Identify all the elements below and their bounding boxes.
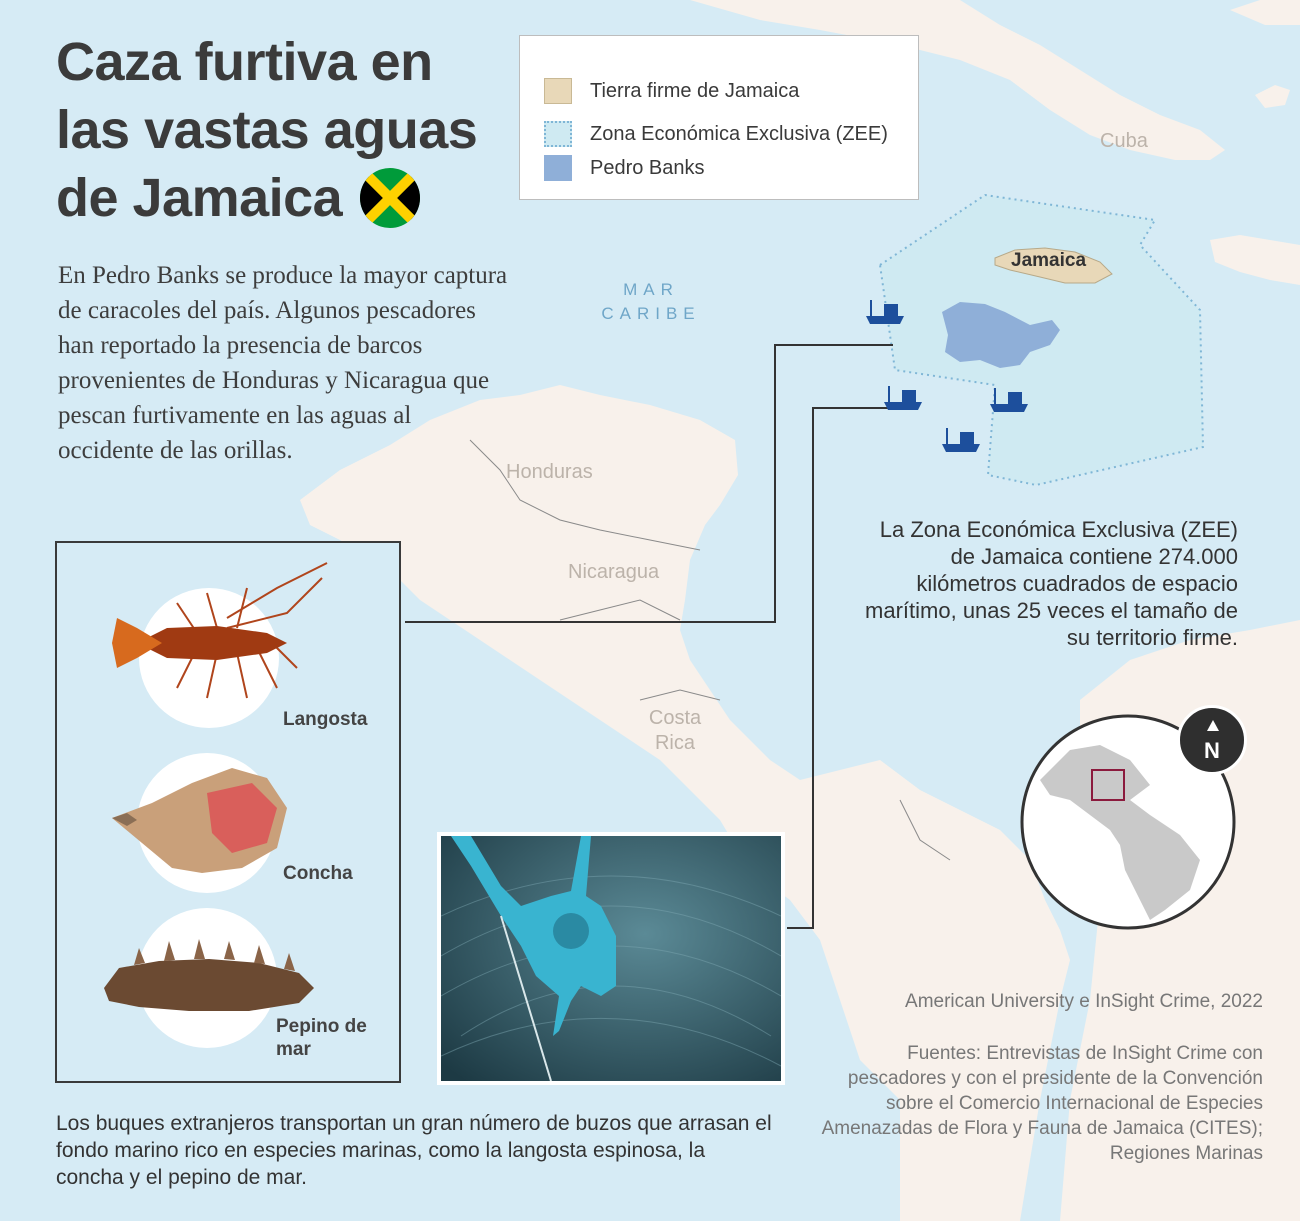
title-line: Caza furtiva en [56, 32, 433, 92]
diver-image [441, 836, 781, 1081]
legend-label: Zona Económica Exclusiva (ZEE) [590, 122, 888, 145]
species-panel [55, 541, 401, 1083]
title-line: de Jamaica [56, 168, 343, 228]
north-arrow-triangle [1207, 720, 1219, 731]
sea-label: MAR CARIBE [601, 280, 701, 323]
jamaica-label: Jamaica [1011, 250, 1087, 271]
credit-text: American University e InSight Crime, 2022 [905, 991, 1263, 1012]
sea-cucumber-icon [99, 933, 319, 1023]
diver-photo [437, 832, 785, 1085]
country-label-honduras: Honduras [506, 461, 593, 483]
compass-letter: N [1204, 738, 1220, 763]
map-legend [519, 35, 919, 200]
species-label-lobster: Langosta [283, 709, 368, 730]
legend-swatch-pedro-banks [544, 155, 572, 181]
country-label-nicaragua: Nicaragua [568, 561, 660, 583]
legend-swatch-land [544, 78, 572, 104]
legend-item-zee [544, 119, 888, 149]
title-line: las vastas aguas [56, 100, 478, 160]
sources-text: Fuentes: Entrevistas de InSight Crime con pescadores y con el presidente de la Convención sobre el Comercio Internacional de Especies Amenazadas de Flora y Fauna de Jamaica (CITES); Regiones Marinas [821, 1043, 1263, 1164]
page-title [56, 28, 516, 232]
legend-label: Tierra firme de Jamaica [590, 79, 800, 102]
zee-description: La Zona Económica Exclusiva (ZEE) de Jamaica contiene 274.000 kilómetros cuadrados de espacio marítimo, unas 25 veces el tamaño de su territorio firme. [865, 517, 1238, 650]
legend-item-pedro-banks [544, 153, 705, 183]
conch-shell-icon [112, 758, 292, 888]
bottom-caption: Los buques extranjeros transportan un gran número de buzos que arrasan el fondo marino rico en especies marinas, como la langosta espinosa, la concha y el pepino de mar. [56, 1112, 772, 1189]
lobster-icon [107, 558, 337, 728]
country-label-cuba: Cuba [1100, 130, 1148, 152]
legend-label: Pedro Banks [590, 156, 705, 179]
legend-swatch-zee [544, 121, 572, 147]
legend-item-land [544, 76, 799, 106]
country-label-costa-rica: Costa Rica [648, 707, 702, 754]
species-label-sea-cucumber: Pepino de mar [276, 1016, 367, 1060]
north-arrow-icon [1177, 705, 1247, 775]
intro-paragraph: En Pedro Banks se produce la mayor captura de caracoles del país. Algunos pescadores han reportado la presencia de barcos provenientes de Honduras y Nicaragua que pescan furtivamente en las aguas al occidente de las orillas. [58, 262, 508, 464]
species-label-conch: Concha [283, 863, 353, 884]
jamaica-flag-icon [360, 168, 420, 228]
